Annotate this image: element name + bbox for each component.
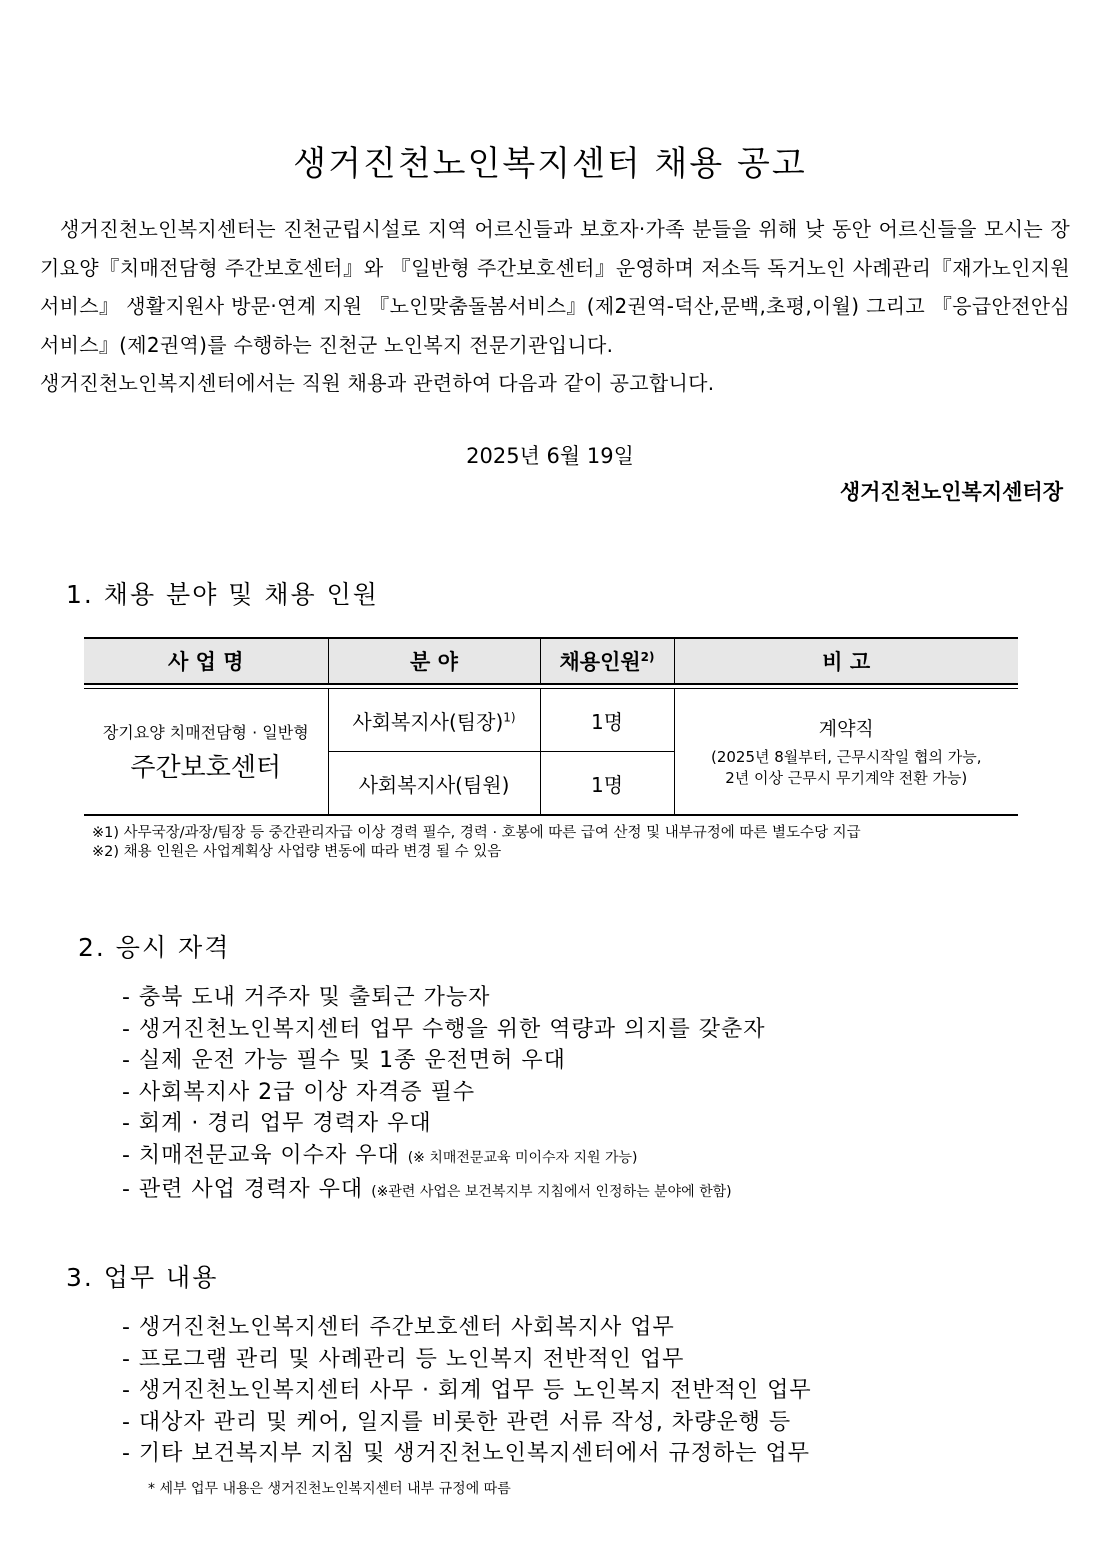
business-cell	[84, 689, 328, 816]
field-label: 사회복지사(팀원)	[358, 772, 510, 797]
list-item-text: - 사회복지사 2급 이상 자격증 필수	[122, 1079, 476, 1105]
header-count-label: 채용인원	[559, 650, 641, 674]
signer: 생거진천노인복지센터장	[839, 480, 1063, 504]
section-3-heading: 3. 업무 내용	[66, 1263, 219, 1292]
list-item-text: - 실제 운전 가능 필수 및 1종 운전면허 우대	[122, 1048, 566, 1073]
header-note: 비 고	[674, 638, 1018, 684]
field-label: 사회복지사(팀장)	[352, 709, 504, 734]
list-item: - 생거진천노인복지센터 주간보호센터 사회복지사 업무	[122, 1315, 675, 1340]
qualification-list	[122, 982, 765, 1209]
footnote-1: ※1) 사무국장/과장/팀장 등 중간관리자급 이상 경력 필수, 경력 · 호봉에 따른 급여 산정 및 내부규정에 따른 별도수당 지급	[92, 825, 861, 841]
list-item	[122, 982, 765, 1014]
header-field: 분 야	[328, 638, 540, 684]
table-row	[84, 689, 1018, 752]
list-item	[122, 1108, 765, 1140]
list-item-note: (※ 치매전문교육 미이수자 지원 가능)	[407, 1149, 638, 1166]
list-item	[122, 1014, 765, 1046]
header-count-sup: 2)	[640, 650, 655, 664]
intro-line-2: 생거진천노인복지센터에서는 직원 채용과 관련하여 다음과 같이 공고합니다.	[40, 371, 715, 395]
list-item	[122, 1140, 765, 1175]
intro-paragraph	[40, 210, 1070, 403]
list-item-text: - 생거진천노인복지센터 업무 수행을 위한 역량과 의지를 갖춘자	[122, 1016, 766, 1042]
count-cell: 1명	[540, 752, 674, 816]
field-sup: 1)	[503, 709, 516, 724]
list-item: - 대상자 관리 및 케어, 일지를 비롯한 관련 서류 작성, 차량운행 등	[122, 1409, 792, 1435]
business-subtitle: 장기요양 치매전담형 · 일반형	[102, 722, 309, 742]
list-item-text: - 관련 사업 경력자 우대	[122, 1177, 364, 1202]
table-header-row	[84, 638, 1018, 684]
list-item: - 생거진천노인복지센터 사무 · 회계 업무 등 노인복지 전반적인 업무	[122, 1378, 812, 1403]
list-item-text: - 치매전문교육 이수자 우대	[122, 1142, 400, 1168]
announcement-date: 2025년 6월 19일	[466, 444, 634, 468]
list-item-text: - 충북 도내 거주자 및 출퇴근 가능자	[122, 985, 491, 1010]
business-name: 주간보호센터	[130, 752, 282, 783]
header-business: 사 업 명	[84, 638, 328, 684]
list-item: - 기타 보건복지부 지침 및 생거진천노인복지센터에서 규정하는 업무	[122, 1441, 810, 1466]
duty-list	[122, 1312, 812, 1470]
section-2-heading: 2. 응시 자격	[78, 933, 231, 962]
footnote-2: ※2) 채용 인원은 사업계획상 사업량 변동에 따라 변경 될 수 있음	[92, 844, 502, 860]
field-cell	[328, 752, 540, 816]
list-item-text: - 회계 · 경리 업무 경력자 우대	[122, 1111, 432, 1136]
list-item	[122, 1077, 765, 1109]
list-item: - 프로그램 관리 및 사례관리 등 노인복지 전반적인 업무	[122, 1346, 685, 1372]
recruitment-table	[84, 637, 1018, 816]
note-sub-1: (2025년 8월부터, 근무시작일 협의 가능,	[710, 748, 982, 766]
note-cell	[674, 689, 1018, 816]
page-title: 생거진천노인복지센터 채용 공고	[293, 144, 807, 184]
note-main: 계약직	[818, 718, 874, 740]
section-1-heading: 1. 채용 분야 및 채용 인원	[66, 580, 379, 609]
table-footnotes	[92, 824, 861, 862]
list-item	[122, 1174, 765, 1209]
duty-note: * 세부 업무 내용은 생거진천노인복지센터 내부 규정에 따름	[148, 1481, 511, 1497]
count-cell: 1명	[540, 689, 674, 752]
header-count	[540, 638, 674, 684]
intro-line-1: 생거진천노인복지센터는 진천군립시설로 지역 어르신들과 보호자·가족 분들을 위해 낮 동안 어르신들을 모시는 장기요양『치매전담형 주간보호센터』와 『일반형 주간보호센터』운영하며 저소득 독거노인 사례관리『재가노인지원서비스』 생활지원사 방문·연계 지원 『노인맞춤돌봄서비스』(제2권역-덕산,문백,초평,이월) 그리고 『응급안전안심서비스』(제2권역)를 수행하는 진천군 노인복지 전문기관입니다.	[40, 217, 1070, 357]
note-sub-2: 2년 이상 근무시 무기계약 전환 가능)	[725, 769, 968, 787]
field-cell	[328, 689, 540, 752]
list-item-note: (※관련 사업은 보건복지부 지침에서 인정하는 분야에 한함)	[371, 1184, 732, 1200]
list-item	[122, 1045, 765, 1077]
